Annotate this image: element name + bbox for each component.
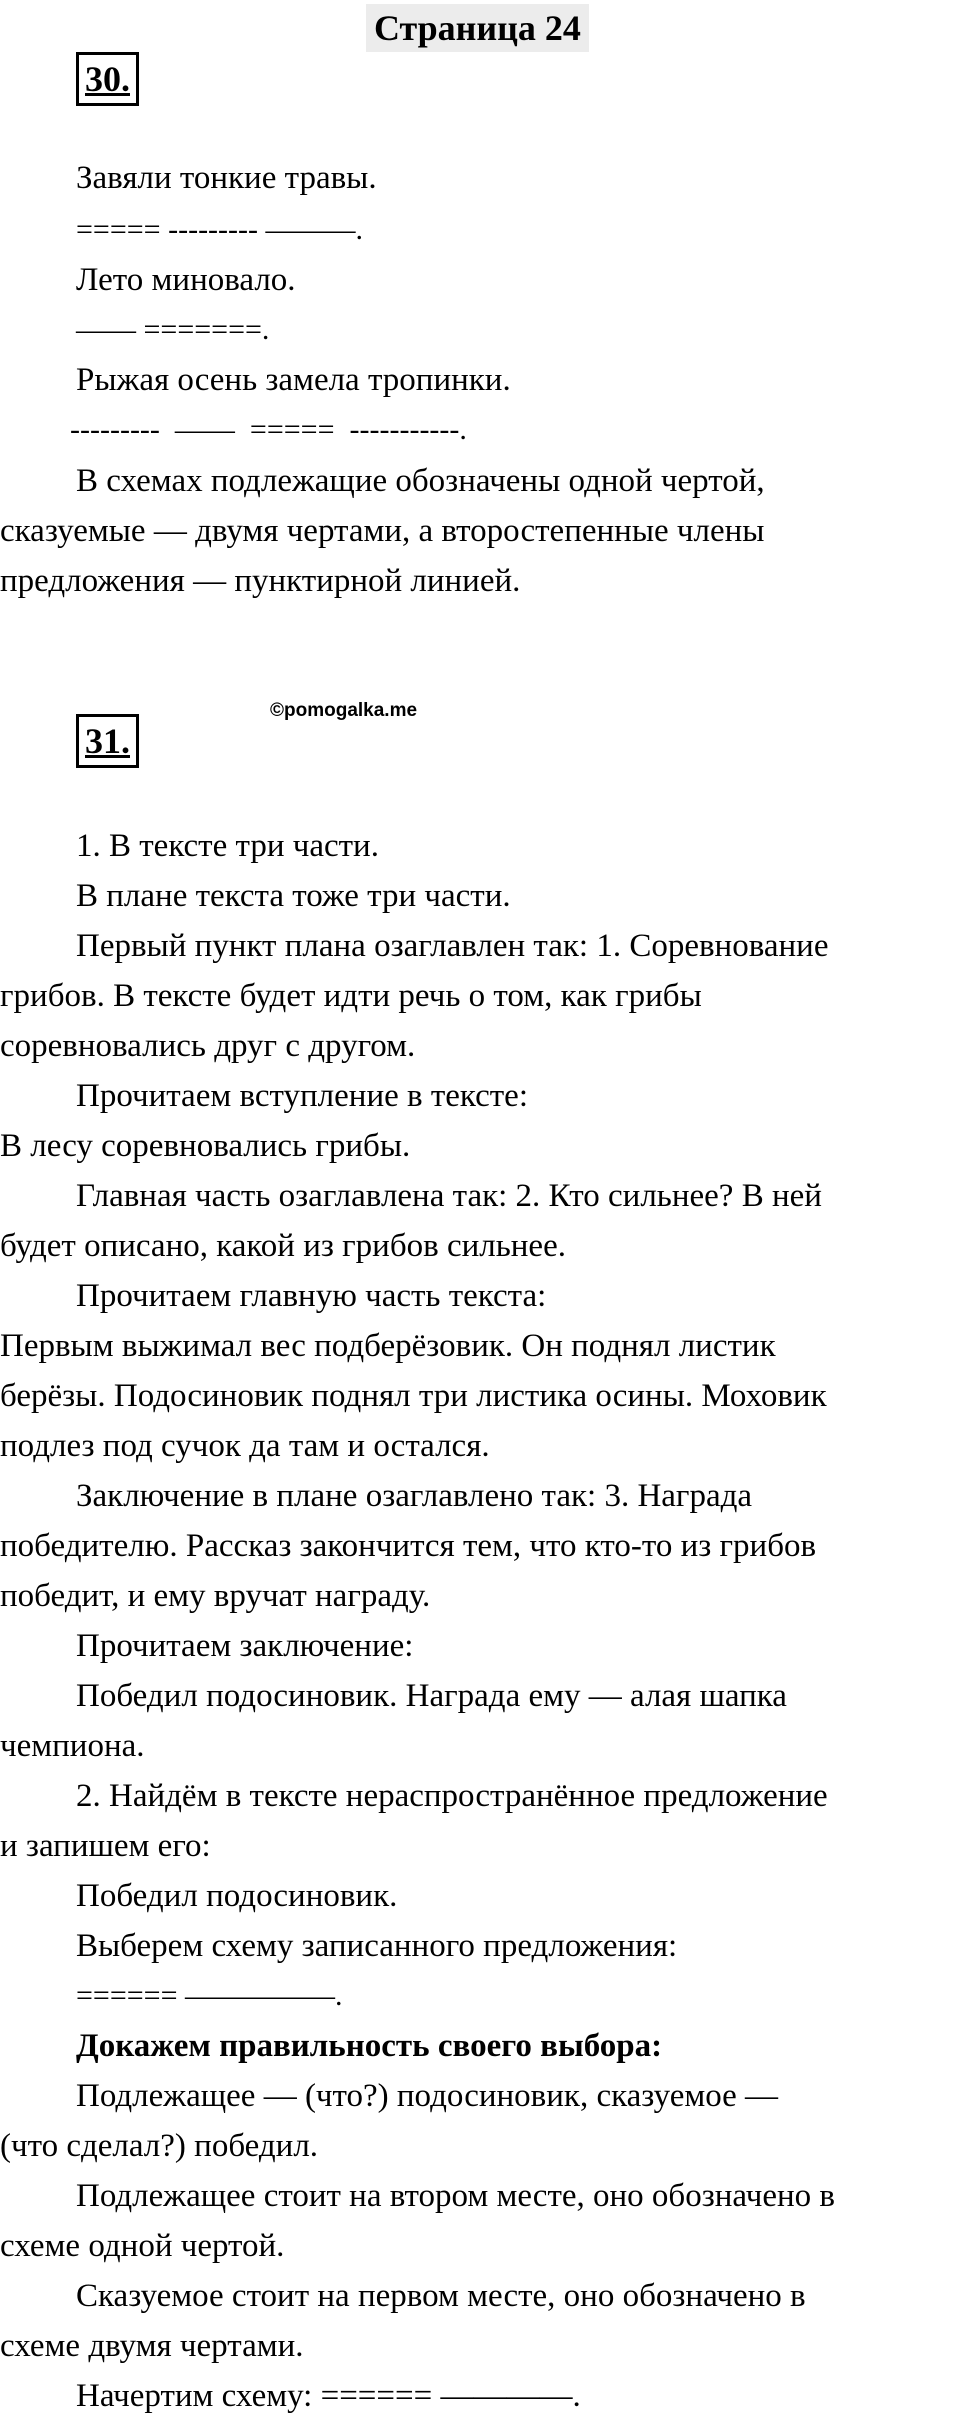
text-line: В плане текста тоже три части. — [76, 878, 511, 914]
text-line: будет описано, какой из грибов сильнее. — [0, 1228, 566, 1264]
task-31-number — [76, 714, 139, 768]
text-line: предложения — пунктирной линией. — [0, 563, 521, 599]
text-line: Прочитаем заключение: — [76, 1628, 414, 1664]
bold-heading: Докажем правильность своего выбора: — [76, 2028, 663, 2064]
text-line: Главная часть озаглавлена так: 2. Кто сильнее? В ней — [76, 1178, 822, 1214]
sentence-schema: --------- —— ===== -----------. — [70, 413, 467, 446]
text-line: Заключение в плане озаглавлено так: 3. Награда — [76, 1478, 753, 1514]
text-line: Лето миновало. — [76, 262, 296, 298]
text-line: Прочитаем вступление в тексте: — [76, 1078, 528, 1114]
text-line: Первый пункт плана озаглавлен так: 1. Соревнование — [76, 928, 829, 964]
watermark: ©pomogalka.me — [270, 700, 418, 721]
text-line: Подлежащее стоит на втором месте, оно обозначено в — [76, 2178, 835, 2214]
sentence-schema: ===== --------- ———. — [76, 213, 364, 246]
text-line: Сказуемое стоит на первом месте, оно обозначено в — [76, 2278, 806, 2314]
text-line: схеме двумя чертами. — [0, 2328, 304, 2364]
text-line: 1. В тексте три части. — [76, 828, 379, 864]
sentence-schema: ====== —————. — [76, 1979, 343, 2012]
text-line: Первым выжимал вес подберёзовик. Он поднял листик — [0, 1328, 776, 1364]
task-30-number-text: 30. — [85, 59, 130, 99]
text-line: победит, и ему вручат награду. — [0, 1578, 431, 1614]
task-31-number-text: 31. — [85, 721, 130, 761]
text-line: Выберем схему записанного предложения: — [76, 1928, 678, 1964]
text-line: Начертим схему: ====== ————. — [76, 2378, 581, 2414]
text-line: и запишем его: — [0, 1828, 211, 1864]
text-line: грибов. В тексте будет идти речь о том, как грибы — [0, 978, 702, 1014]
text-line: В лесу соревновались грибы. — [0, 1128, 411, 1164]
text-line: (что сделал?) победил. — [0, 2128, 319, 2164]
text-line: Победил подосиновик. — [76, 1878, 398, 1914]
text-line: Победил подосиновик. Награда ему — алая шапка — [76, 1678, 787, 1714]
page-title: Страница 24 — [366, 4, 589, 52]
text-line: Подлежащее — (что?) подосиновик, сказуемое — — [76, 2078, 779, 2114]
text-line: Завяли тонкие травы. — [76, 160, 377, 196]
text-line: Прочитаем главную часть текста: — [76, 1278, 547, 1314]
sentence-schema: —— =======. — [76, 313, 270, 346]
text-line: схеме одной чертой. — [0, 2228, 285, 2264]
task-30-number — [76, 52, 139, 106]
text-line: подлез под сучок да там и остался. — [0, 1428, 490, 1464]
text-line: В схемах подлежащие обозначены одной чертой, — [76, 463, 765, 499]
text-line: победителю. Рассказ закончится тем, что кто-то из грибов — [0, 1528, 817, 1564]
text-line: 2. Найдём в тексте нераспространённое предложение — [76, 1778, 828, 1814]
text-line: сказуемые — двумя чертами, а второстепенные члены — [0, 513, 765, 549]
text-line: соревновались друг с другом. — [0, 1028, 416, 1064]
text-line: берёзы. Подосиновик поднял три листика осины. Моховик — [0, 1378, 827, 1414]
text-line: Рыжая осень замела тропинки. — [76, 362, 511, 398]
text-line: чемпиона. — [0, 1728, 145, 1764]
